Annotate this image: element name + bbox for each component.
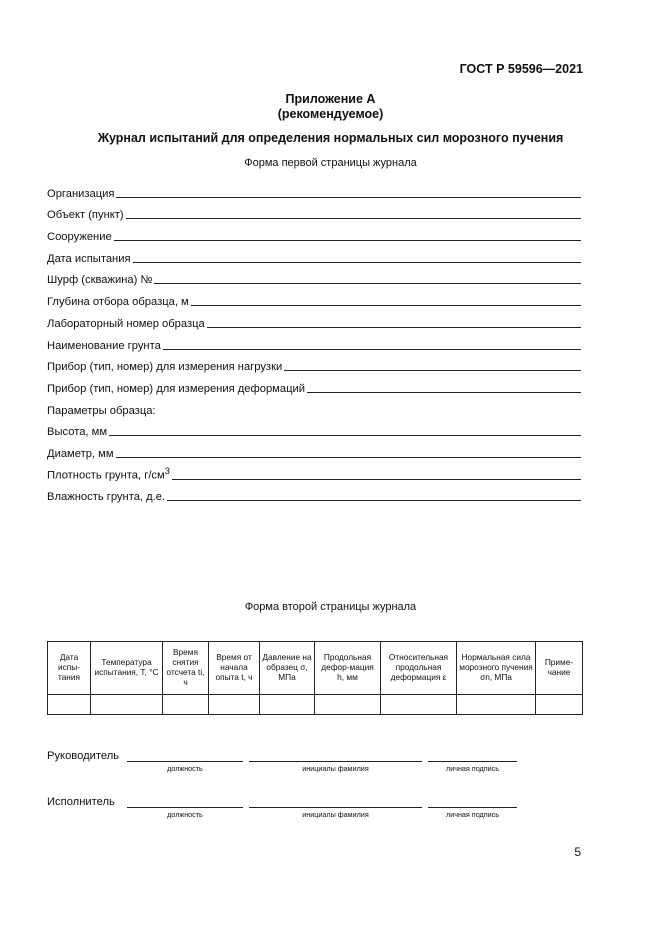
table-cell[interactable] (315, 695, 381, 715)
col-header: Время от начала опыта t, ч (209, 642, 260, 695)
field-soil-name (47, 330, 581, 352)
signature-label-executor: Исполнитель (47, 796, 115, 808)
table-cell[interactable] (209, 695, 260, 715)
table-cell[interactable] (163, 695, 209, 715)
fill-line[interactable] (284, 370, 581, 371)
field-pit-number (47, 265, 581, 287)
standard-number: ГОСТ Р 59596—2021 (459, 62, 583, 76)
appendix-status: (рекомендуемое) (277, 107, 384, 121)
caption-sign: личная подпись (446, 764, 499, 773)
table-header-row (48, 642, 583, 695)
field-test-date (47, 243, 581, 265)
density-superscript: 3 (164, 465, 170, 476)
col-header: Относительная продольная деформация ε (381, 642, 457, 695)
journal-title: Журнал испытаний для определения нормальных сил морозного пучения (97, 131, 564, 145)
field-object (47, 200, 581, 222)
table-cell[interactable] (260, 695, 315, 715)
field-label: Лабораторный номер образца (47, 317, 205, 330)
field-diameter (47, 438, 581, 460)
fill-line[interactable] (126, 218, 581, 219)
fill-line[interactable] (109, 435, 581, 436)
field-deformation-device (47, 373, 581, 395)
fill-line[interactable] (163, 349, 581, 350)
field-structure (47, 221, 581, 243)
page-number: 5 (574, 845, 581, 859)
col-header: Продольная дефор-мация h, мм (315, 642, 381, 695)
field-label: Шурф (скважина) № (47, 274, 153, 287)
signature-position-line[interactable] (127, 807, 243, 808)
field-organization (47, 178, 581, 200)
field-label: Глубина отбора образца, м (47, 296, 189, 309)
field-label: Наименование грунта (47, 339, 161, 352)
signature-name-line[interactable] (249, 761, 422, 762)
fill-line[interactable] (307, 392, 581, 393)
field-sample-depth (47, 286, 581, 308)
field-label: Дата испытания (47, 252, 131, 265)
caption-position: должность (167, 810, 203, 819)
col-header: Приме-чание (536, 642, 583, 695)
caption-position: должность (167, 764, 203, 773)
fill-line[interactable] (116, 457, 581, 458)
field-label: Прибор (тип, номер) для измерения деформаций (47, 382, 305, 395)
fill-line[interactable] (154, 283, 581, 284)
field-label: Сооружение (47, 231, 112, 244)
field-label: Объект (пункт) (47, 209, 124, 222)
col-header: Давление на образец σ, МПа (260, 642, 315, 695)
field-density (47, 460, 581, 482)
table-cell[interactable] (457, 695, 536, 715)
signature-sign-line[interactable] (428, 807, 517, 808)
signature-name-line[interactable] (249, 807, 422, 808)
field-label: Влажность грунта, д.е. (47, 491, 166, 504)
first-page-fields (47, 178, 581, 503)
field-lab-number (47, 308, 581, 330)
field-height (47, 417, 581, 439)
field-label (47, 466, 172, 482)
col-header: Температура испытания, T, °C (91, 642, 163, 695)
fill-line[interactable] (116, 197, 581, 198)
table-cell[interactable] (48, 695, 91, 715)
fill-line[interactable] (167, 500, 581, 501)
fill-line[interactable] (207, 327, 581, 328)
caption-name: инициалы фамилия (302, 810, 369, 819)
col-header: Нормальная сила морозного пучения σn, МПа (457, 642, 536, 695)
params-heading-label: Параметры образца: (47, 404, 156, 417)
table-cell[interactable] (536, 695, 583, 715)
table-cell[interactable] (381, 695, 457, 715)
field-label: Организация (47, 187, 115, 200)
fill-line[interactable] (172, 479, 581, 480)
first-page-form-title: Форма первой страницы журнала (244, 157, 417, 169)
second-page-form-title: Форма второй страницы журнала (244, 601, 417, 613)
table-cell[interactable] (91, 695, 163, 715)
params-heading (47, 395, 581, 417)
field-label: Прибор (тип, номер) для измерения нагрузки (47, 361, 283, 374)
field-load-device (47, 352, 581, 374)
field-moisture (47, 482, 581, 504)
signature-label-head: Руководитель (47, 750, 120, 762)
table-row (48, 695, 583, 715)
fill-line[interactable] (114, 240, 581, 241)
density-label-text: Плотность грунта, г/см (47, 469, 165, 482)
fill-line[interactable] (191, 305, 581, 306)
appendix-title: Приложение А (285, 92, 376, 106)
field-label: Высота, мм (47, 426, 108, 439)
caption-sign: личная подпись (446, 810, 499, 819)
signature-position-line[interactable] (127, 761, 243, 762)
journal-table (47, 641, 583, 715)
col-header: Время снятия отсчета ti, ч (163, 642, 209, 695)
fill-line[interactable] (133, 262, 581, 263)
caption-name: инициалы фамилия (302, 764, 369, 773)
signature-sign-line[interactable] (428, 761, 517, 762)
col-header: Дата испы-тания (48, 642, 91, 695)
field-label: Диаметр, мм (47, 447, 114, 460)
